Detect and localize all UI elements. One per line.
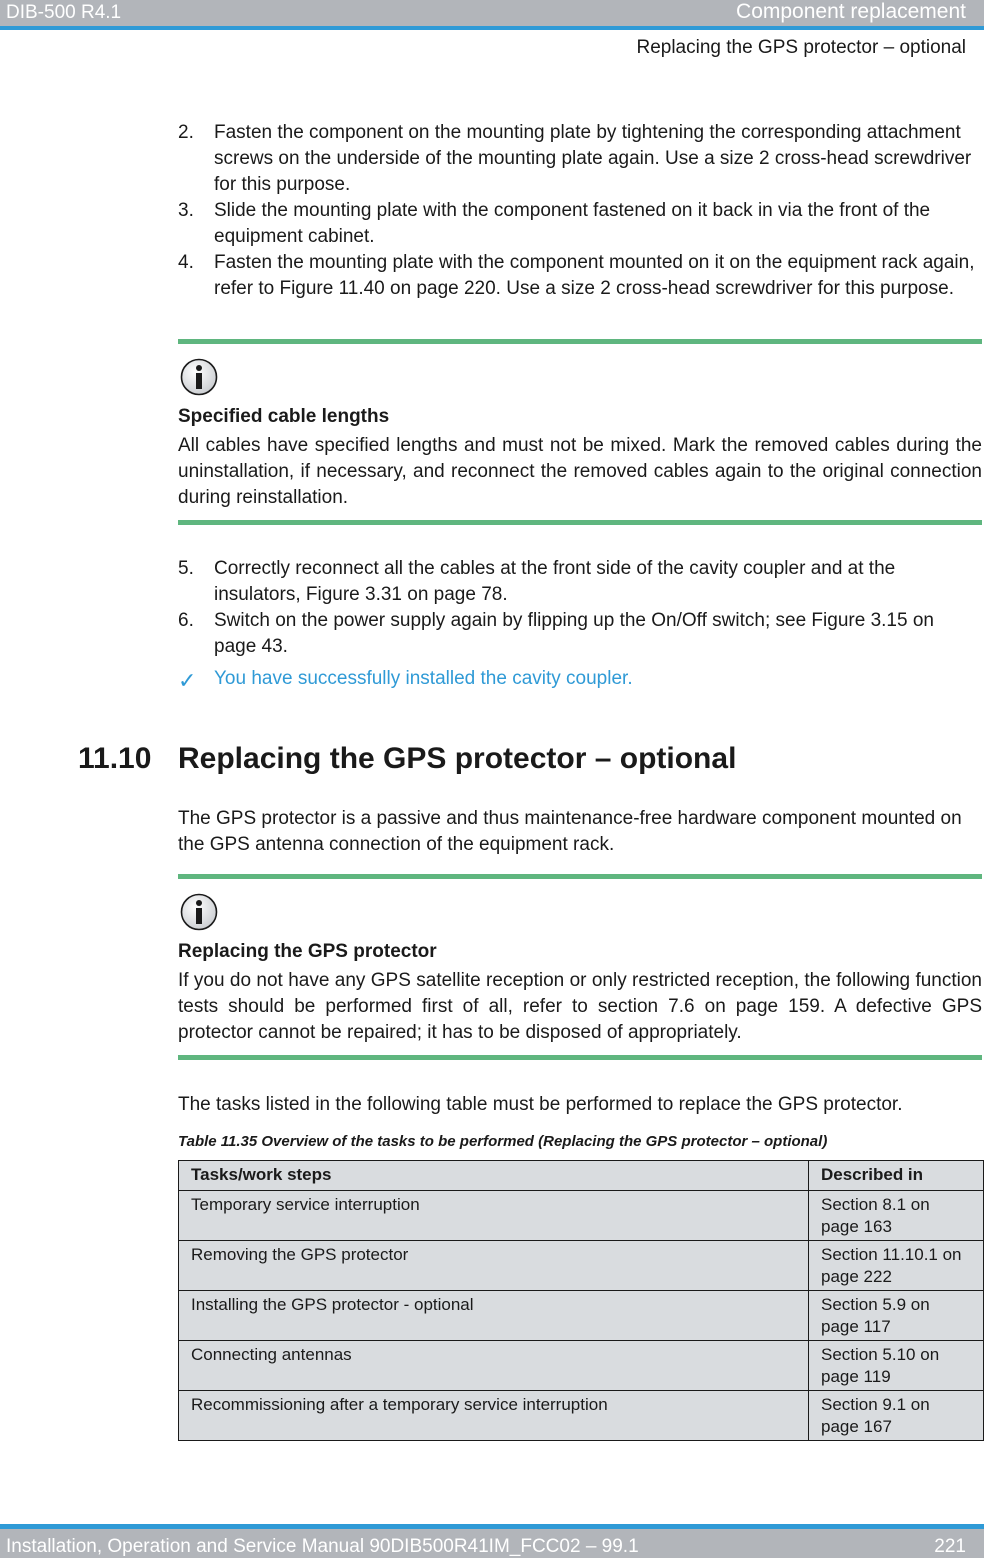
- reference-cell: Section 8.1 on page 163: [809, 1191, 984, 1241]
- note-body: If you do not have any GPS satellite reception or only restricted reception, the following function tests should be performed first of all, refer to section 7.6 on page 159. A defective GPS protector cannot be repaired; it has to be disposed of appropriately.: [178, 970, 982, 1043]
- step-text: Fasten the component on the mounting plate by tightening the corresponding attachment screws on the underside of the mounting plate again. Use a size 2 cross-head screwdriver for this purpose.: [214, 122, 972, 195]
- reference-cell: Section 9.1 on page 167: [809, 1391, 984, 1441]
- step-number: 3.: [178, 200, 194, 221]
- table-row: [179, 1291, 984, 1341]
- column-header-described-in: Described in: [809, 1161, 984, 1191]
- task-cell: Removing the GPS protector: [179, 1241, 809, 1291]
- success-text: You have successfully installed the cavity coupler.: [214, 668, 633, 689]
- step-text: Correctly reconnect all the cables at the front side of the cavity coupler and at the insulators, Figure 3.31 on page 78.: [214, 558, 896, 605]
- reference-cell: Section 11.10.1 on page 222: [809, 1241, 984, 1291]
- success-result: [178, 668, 633, 694]
- step-text: Fasten the mounting plate with the component mounted on it on the equipment rack again, refer to Figure 11.40 on page 220. Use a size 2 cross-head screwdriver for this purpose.: [214, 252, 975, 299]
- note-title: Specified cable lengths: [178, 406, 390, 427]
- task-cell: Connecting antennas: [179, 1341, 809, 1391]
- task-cell: Temporary service interruption: [179, 1191, 809, 1241]
- column-header-tasks: Tasks/work steps: [179, 1161, 809, 1191]
- step-text: Switch on the power supply again by flipping up the On/Off switch; see Figure 3.15 on page 43.: [214, 610, 934, 657]
- manual-title: Installation, Operation and Service Manual 90DIB500R41IM_FCC02 – 99.1: [6, 1536, 639, 1557]
- table-header-row: [179, 1161, 984, 1191]
- note-title: Replacing the GPS protector: [178, 941, 437, 962]
- tasks-intro: The tasks listed in the following table must be performed to replace the GPS protector.: [178, 1094, 903, 1115]
- step-item: [178, 250, 978, 302]
- step-number: 4.: [178, 252, 194, 273]
- step-text: Slide the mounting plate with the component fastened on it back in via the front of the equipment cabinet.: [214, 200, 931, 247]
- step-number: 5.: [178, 558, 194, 579]
- step-number: 6.: [178, 610, 194, 631]
- step-number: 2.: [178, 122, 194, 143]
- running-section-title: Replacing the GPS protector – optional: [636, 37, 966, 58]
- step-item: [178, 556, 978, 608]
- step-item: [178, 198, 978, 250]
- info-note-cable-lengths: [178, 339, 982, 525]
- table-row: [179, 1191, 984, 1241]
- info-icon: [180, 358, 218, 396]
- step-list-b: [178, 556, 978, 660]
- info-note-gps-protector: [178, 874, 982, 1060]
- tasks-table: [178, 1160, 984, 1441]
- table-row: [179, 1241, 984, 1291]
- info-icon: [180, 893, 218, 931]
- step-item: [178, 120, 978, 198]
- task-cell: Installing the GPS protector - optional: [179, 1291, 809, 1341]
- table-row: [179, 1391, 984, 1441]
- note-body: All cables have specified lengths and must not be mixed. Mark the removed cables during the uninstallation, if necessary, and reconnect the removed cables again to the original connection during reinstallation.: [178, 435, 982, 508]
- section-intro: The GPS protector is a passive and thus maintenance-free hardware component mounted on the GPS antenna connection of the equipment rack.: [178, 808, 962, 855]
- table-row: [179, 1341, 984, 1391]
- section-heading: Replacing the GPS protector – optional: [178, 742, 737, 775]
- checkmark-icon: ✓: [178, 668, 197, 693]
- step-item: [178, 608, 978, 660]
- reference-cell: Section 5.10 on page 119: [809, 1341, 984, 1391]
- header-accent-line: [0, 26, 984, 30]
- chapter-title: Component replacement: [736, 0, 966, 23]
- step-list-a: [178, 120, 978, 302]
- table-caption: Table 11.35 Overview of the tasks to be performed (Replacing the GPS protector – optional): [178, 1133, 828, 1150]
- section-number: 11.10: [78, 742, 152, 775]
- reference-cell: Section 5.9 on page 117: [809, 1291, 984, 1341]
- doc-id: DIB-500 R4.1: [6, 2, 122, 23]
- page-number: 221: [934, 1536, 966, 1557]
- task-cell: Recommissioning after a temporary service interruption: [179, 1391, 809, 1441]
